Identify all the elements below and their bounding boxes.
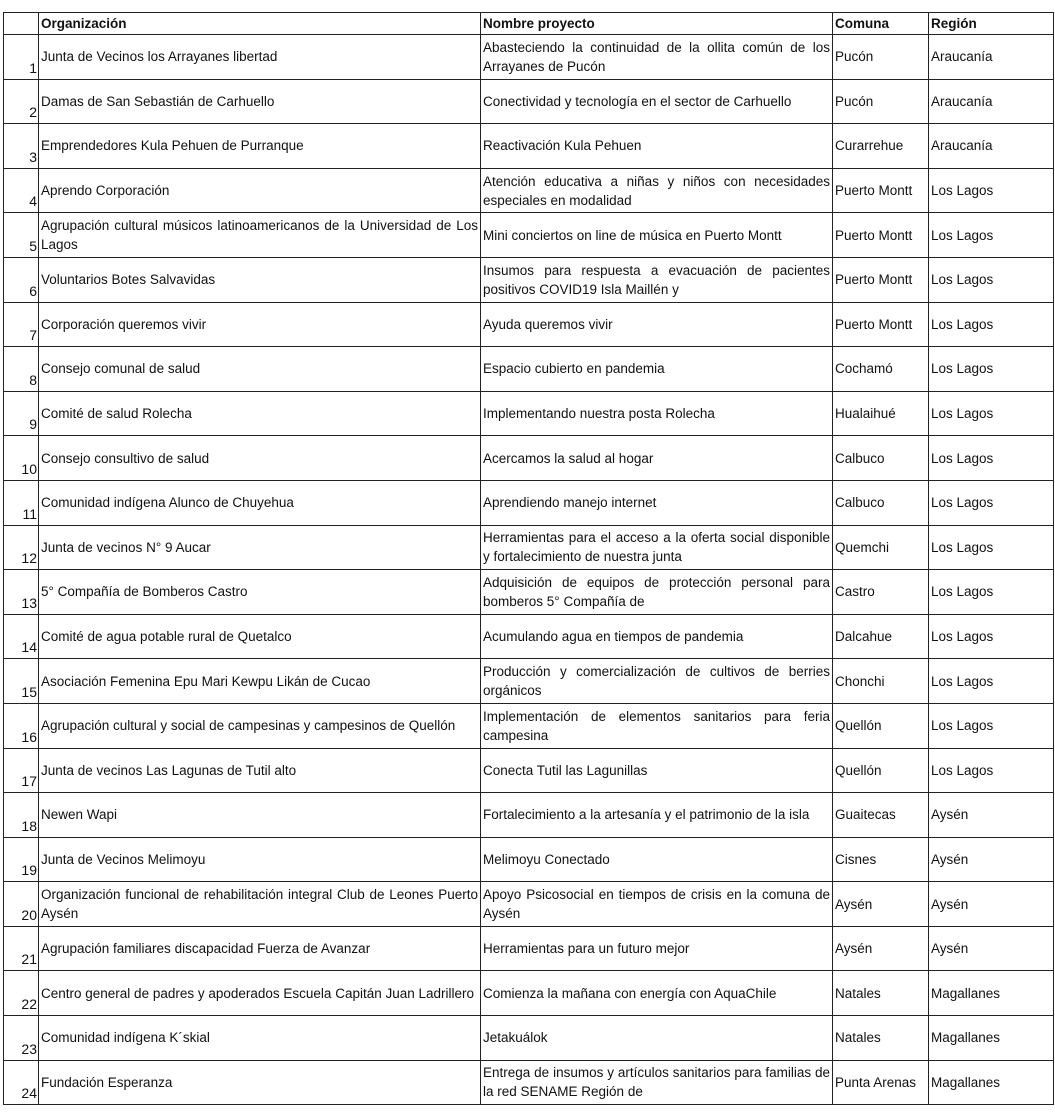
cell-comuna: [833, 882, 929, 927]
cell-organizacion-text: Consejo consultivo de salud: [41, 450, 210, 466]
row-number-text: 19: [21, 862, 37, 879]
table-row: [4, 391, 1054, 436]
cell-region-text: Magallanes: [931, 985, 1001, 1001]
cell-comuna: [833, 525, 929, 570]
cell-comuna-text: Quemchi: [835, 539, 890, 555]
row-number: [4, 347, 39, 392]
table-row: [4, 882, 1054, 927]
cell-region: [929, 302, 1054, 347]
cell-organizacion: [39, 79, 481, 124]
cell-comuna-text: Quellón: [835, 762, 882, 778]
header-number: [4, 13, 39, 35]
cell-organizacion-text: Junta de vecinos Las Lagunas de Tutil alto: [41, 762, 297, 778]
cell-proyecto: [481, 748, 833, 793]
header-proyecto: Nombre proyecto: [481, 13, 833, 35]
cell-organizacion: [39, 525, 481, 570]
cell-region: [929, 79, 1054, 124]
table-row: [4, 570, 1054, 615]
cell-comuna: [833, 570, 929, 615]
table-row: [4, 748, 1054, 793]
cell-comuna-text: Puerto Montt: [835, 227, 913, 243]
cell-region: [929, 213, 1054, 258]
cell-comuna-text: Cochamó: [835, 361, 893, 377]
cell-comuna: [833, 391, 929, 436]
table-row: [4, 480, 1054, 525]
row-number: [4, 971, 39, 1016]
cell-region-text: Los Lagos: [931, 584, 994, 600]
cell-proyecto-text: Aprendiendo manejo internet: [483, 495, 657, 511]
cell-region: [929, 748, 1054, 793]
row-number-text: 18: [21, 817, 37, 834]
cell-organizacion: [39, 124, 481, 169]
row-number-text: 17: [21, 773, 37, 790]
table-row: [4, 347, 1054, 392]
row-number: [4, 659, 39, 704]
cell-organizacion-text: Centro general de padres y apoderados Escuela Capitán Juan Ladrillero: [41, 985, 475, 1001]
cell-region: [929, 1016, 1054, 1061]
row-number-text: 20: [21, 906, 37, 923]
cell-region: [929, 347, 1054, 392]
cell-proyecto: [481, 793, 833, 838]
table-row: [4, 1060, 1054, 1105]
cell-proyecto-text: Implementando nuestra posta Rolecha: [483, 406, 715, 422]
cell-comuna-text: Pucón: [835, 49, 874, 65]
row-number-text: 12: [21, 550, 37, 567]
cell-comuna-text: Punta Arenas: [835, 1074, 917, 1090]
table-row: [4, 614, 1054, 659]
cell-comuna-text: Curarrehue: [835, 138, 904, 154]
header-region: Región: [929, 13, 1054, 35]
row-number: [4, 748, 39, 793]
row-number: [4, 926, 39, 971]
cell-organizacion-text: Consejo comunal de salud: [41, 361, 201, 377]
cell-region-text: Araucanía: [931, 93, 993, 109]
cell-proyecto-text: Mini conciertos on line de música en Puerto Montt: [483, 227, 782, 243]
cell-organizacion: [39, 1060, 481, 1105]
cell-comuna: [833, 436, 929, 481]
cell-organizacion-text: Newen Wapi: [41, 807, 118, 823]
cell-proyecto: [481, 79, 833, 124]
row-number-text: 22: [21, 996, 37, 1013]
cell-proyecto-text: Producción y comercialización de cultivos de berries orgánicos: [483, 664, 830, 699]
row-number: [4, 168, 39, 213]
cell-region: [929, 257, 1054, 302]
row-number-text: 5: [29, 237, 37, 254]
table-row: [4, 302, 1054, 347]
cell-comuna-text: Natales: [835, 1030, 881, 1046]
cell-proyecto-text: Entrega de insumos y artículos sanitarios para familias de la red SENAME Región de: [483, 1065, 830, 1100]
cell-region: [929, 703, 1054, 748]
cell-comuna-text: Castro: [835, 584, 875, 600]
cell-proyecto-text: Fortalecimiento a la artesanía y el patrimonio de la isla: [483, 807, 810, 823]
row-number: [4, 79, 39, 124]
cell-comuna: [833, 837, 929, 882]
cell-comuna: [833, 35, 929, 80]
row-number-text: 24: [21, 1085, 37, 1102]
cell-region: [929, 971, 1054, 1016]
cell-region: [929, 837, 1054, 882]
cell-proyecto-text: Ayuda queremos vivir: [483, 316, 613, 332]
cell-comuna: [833, 793, 929, 838]
row-number-text: 3: [29, 148, 37, 165]
header-organizacion: Organización: [39, 13, 481, 35]
cell-comuna-text: Quellón: [835, 718, 882, 734]
row-number-text: 10: [21, 460, 37, 477]
cell-organizacion-text: Agrupación familiares discapacidad Fuerza de Avanzar: [41, 941, 371, 957]
cell-proyecto: [481, 1016, 833, 1061]
cell-organizacion: [39, 971, 481, 1016]
table-row: [4, 971, 1054, 1016]
cell-organizacion: [39, 35, 481, 80]
table-row: [4, 436, 1054, 481]
table-row: [4, 793, 1054, 838]
cell-proyecto: [481, 436, 833, 481]
cell-region-text: Los Lagos: [931, 450, 994, 466]
cell-comuna-text: Guaitecas: [835, 807, 896, 823]
cell-proyecto: [481, 391, 833, 436]
cell-proyecto: [481, 124, 833, 169]
header-row: [4, 13, 1054, 35]
cell-proyecto: [481, 1060, 833, 1105]
cell-proyecto: [481, 614, 833, 659]
cell-organizacion: [39, 614, 481, 659]
cell-region: [929, 570, 1054, 615]
cell-proyecto-text: Atención educativa a niñas y niños con necesidades especiales en modalidad: [483, 173, 830, 208]
cell-organizacion: [39, 659, 481, 704]
cell-organizacion-text: Damas de San Sebastián de Carhuello: [41, 93, 275, 109]
cell-organizacion: [39, 748, 481, 793]
cell-organizacion-text: Organización funcional de rehabilitación integral Club de Leones Puerto Aysén: [41, 887, 478, 922]
table-row: [4, 168, 1054, 213]
cell-comuna: [833, 926, 929, 971]
cell-region-text: Araucanía: [931, 138, 993, 154]
row-number-text: 2: [29, 104, 37, 121]
cell-comuna: [833, 703, 929, 748]
table-row: [4, 213, 1054, 258]
cell-organizacion-text: Fundación Esperanza: [41, 1074, 173, 1090]
cell-region-text: Araucanía: [931, 49, 993, 65]
table-row: [4, 79, 1054, 124]
table-row: [4, 124, 1054, 169]
projects-table: [3, 12, 1054, 1105]
cell-region: [929, 926, 1054, 971]
cell-proyecto: [481, 525, 833, 570]
cell-comuna: [833, 971, 929, 1016]
cell-organizacion-text: Comunidad indígena Alunco de Chuyehua: [41, 495, 294, 511]
row-number: [4, 436, 39, 481]
cell-region: [929, 525, 1054, 570]
cell-proyecto-text: Melimoyu Conectado: [483, 851, 610, 867]
table-row: [4, 926, 1054, 971]
cell-organizacion: [39, 793, 481, 838]
row-number-text: 23: [21, 1040, 37, 1057]
cell-organizacion-text: Asociación Femenina Epu Mari Kewpu Likán de Cucao: [41, 673, 371, 689]
cell-proyecto-text: Adquisición de equipos de protección personal para bomberos 5° Compañía de: [483, 574, 830, 609]
cell-region-text: Aysén: [931, 851, 969, 867]
row-number: [4, 525, 39, 570]
row-number-text: 15: [21, 683, 37, 700]
cell-comuna: [833, 168, 929, 213]
row-number: [4, 302, 39, 347]
cell-proyecto-text: Conecta Tutil las Lagunillas: [483, 762, 648, 778]
table-row: [4, 837, 1054, 882]
cell-organizacion-text: Emprendedores Kula Pehuen de Purranque: [41, 138, 304, 154]
cell-proyecto-text: Insumos para respuesta a evacuación de pacientes positivos COVID19 Isla Maillén y: [483, 262, 830, 297]
cell-organizacion: [39, 570, 481, 615]
cell-organizacion: [39, 926, 481, 971]
row-number: [4, 391, 39, 436]
cell-region: [929, 1060, 1054, 1105]
cell-comuna: [833, 124, 929, 169]
cell-region-text: Los Lagos: [931, 406, 994, 422]
row-number-text: 13: [21, 594, 37, 611]
cell-proyecto: [481, 882, 833, 927]
row-number-text: 16: [21, 728, 37, 745]
row-number-text: 1: [29, 59, 37, 76]
cell-proyecto-text: Acumulando agua en tiempos de pandemia: [483, 629, 744, 645]
cell-region-text: Los Lagos: [931, 316, 994, 332]
cell-proyecto: [481, 570, 833, 615]
row-number: [4, 257, 39, 302]
cell-organizacion: [39, 703, 481, 748]
cell-comuna: [833, 347, 929, 392]
cell-organizacion-text: Aprendo Corporación: [41, 183, 170, 199]
row-number-text: 11: [22, 505, 37, 522]
cell-organizacion: [39, 1016, 481, 1061]
cell-organizacion: [39, 257, 481, 302]
cell-region-text: Los Lagos: [931, 227, 994, 243]
cell-organizacion: [39, 436, 481, 481]
cell-organizacion-text: Voluntarios Botes Salvavidas: [41, 272, 216, 288]
cell-proyecto-text: Reactivación Kula Pehuen: [483, 138, 642, 154]
cell-comuna: [833, 1060, 929, 1105]
cell-region: [929, 168, 1054, 213]
cell-proyecto: [481, 703, 833, 748]
cell-region-text: Los Lagos: [931, 361, 994, 377]
cell-proyecto-text: Acercamos la salud al hogar: [483, 450, 654, 466]
row-number: [4, 614, 39, 659]
cell-region-text: Los Lagos: [931, 495, 994, 511]
cell-comuna-text: Aysén: [835, 941, 873, 957]
row-number: [4, 570, 39, 615]
row-number-text: 21: [21, 951, 37, 968]
row-number: [4, 703, 39, 748]
cell-organizacion-text: Junta de Vecinos los Arrayanes libertad: [41, 49, 278, 65]
cell-proyecto: [481, 302, 833, 347]
row-number: [4, 793, 39, 838]
row-number: [4, 1016, 39, 1061]
cell-organizacion: [39, 347, 481, 392]
cell-comuna: [833, 659, 929, 704]
row-number: [4, 213, 39, 258]
cell-organizacion: [39, 480, 481, 525]
cell-proyecto-text: Comienza la mañana con energía con AquaChile: [483, 985, 777, 1001]
row-number-text: 4: [29, 193, 37, 210]
row-number-text: 7: [29, 327, 37, 344]
cell-proyecto-text: Implementación de elementos sanitarios para feria campesina: [483, 708, 830, 743]
row-number: [4, 480, 39, 525]
cell-region: [929, 793, 1054, 838]
cell-organizacion-text: Agrupación cultural y social de campesinas y campesinos de Quellón: [41, 718, 456, 734]
row-number-text: 6: [29, 282, 37, 299]
cell-comuna: [833, 302, 929, 347]
row-number: [4, 124, 39, 169]
cell-comuna-text: Calbuco: [835, 450, 885, 466]
cell-proyecto-text: Conectividad y tecnología en el sector de Carhuello: [483, 93, 792, 109]
cell-comuna: [833, 614, 929, 659]
cell-comuna-text: Puerto Montt: [835, 183, 913, 199]
cell-proyecto-text: Abasteciendo la continuidad de la ollita común de los Arrayanes de Pucón: [483, 39, 830, 74]
cell-comuna: [833, 480, 929, 525]
cell-organizacion: [39, 837, 481, 882]
cell-comuna-text: Cisnes: [835, 851, 877, 867]
table-row: [4, 35, 1054, 80]
cell-comuna-text: Natales: [835, 985, 881, 1001]
cell-region: [929, 614, 1054, 659]
cell-comuna-text: Aysén: [835, 896, 873, 912]
cell-region-text: Aysén: [931, 807, 969, 823]
table-row: [4, 525, 1054, 570]
cell-region-text: Los Lagos: [931, 183, 994, 199]
cell-organizacion: [39, 391, 481, 436]
cell-comuna-text: Dalcahue: [835, 629, 893, 645]
cell-region: [929, 35, 1054, 80]
cell-comuna-text: Calbuco: [835, 495, 885, 511]
cell-proyecto-text: Herramientas para un futuro mejor: [483, 941, 690, 957]
cell-organizacion-text: 5° Compañía de Bomberos Castro: [41, 584, 248, 600]
row-number-text: 9: [29, 416, 37, 433]
cell-organizacion-text: Corporación queremos vivir: [41, 316, 207, 332]
cell-proyecto-text: Jetakuálok: [483, 1030, 548, 1046]
cell-organizacion: [39, 168, 481, 213]
cell-proyecto: [481, 35, 833, 80]
cell-organizacion-text: Comunidad indígena K´skial: [41, 1030, 210, 1046]
cell-comuna: [833, 748, 929, 793]
cell-proyecto-text: Espacio cubierto en pandemia: [483, 361, 665, 377]
cell-organizacion: [39, 882, 481, 927]
cell-comuna-text: Chonchi: [835, 673, 885, 689]
cell-region: [929, 882, 1054, 927]
cell-organizacion-text: Junta de Vecinos Melimoyu: [41, 851, 206, 867]
cell-proyecto: [481, 971, 833, 1016]
cell-region-text: Aysén: [931, 941, 969, 957]
cell-organizacion-text: Junta de vecinos N° 9 Aucar: [41, 539, 211, 555]
cell-region-text: Magallanes: [931, 1074, 1001, 1090]
cell-region-text: Los Lagos: [931, 629, 994, 645]
cell-organizacion: [39, 213, 481, 258]
cell-organizacion: [39, 302, 481, 347]
cell-organizacion-text: Agrupación cultural músicos latinoamericanos de la Universidad de Los Lagos: [41, 218, 478, 253]
cell-region-text: Los Lagos: [931, 762, 994, 778]
cell-region-text: Los Lagos: [931, 539, 994, 555]
cell-comuna: [833, 79, 929, 124]
cell-comuna-text: Puerto Montt: [835, 316, 913, 332]
cell-region: [929, 391, 1054, 436]
row-number: [4, 1060, 39, 1105]
cell-region-text: Los Lagos: [931, 718, 994, 734]
cell-comuna-text: Pucón: [835, 93, 874, 109]
cell-proyecto-text: Apoyo Psicosocial en tiempos de crisis en la comuna de Aysén: [483, 887, 830, 922]
cell-proyecto: [481, 480, 833, 525]
cell-proyecto: [481, 257, 833, 302]
cell-comuna: [833, 213, 929, 258]
table-row: [4, 257, 1054, 302]
table-row: [4, 659, 1054, 704]
cell-comuna: [833, 1016, 929, 1061]
cell-region-text: Los Lagos: [931, 272, 994, 288]
cell-comuna: [833, 257, 929, 302]
row-number: [4, 35, 39, 80]
cell-organizacion-text: Comité de salud Rolecha: [41, 406, 192, 422]
cell-region: [929, 480, 1054, 525]
cell-region-text: Aysén: [931, 896, 969, 912]
cell-comuna-text: Hualaihué: [835, 406, 896, 422]
cell-region-text: Magallanes: [931, 1030, 1001, 1046]
table-row: [4, 703, 1054, 748]
row-number-text: 8: [29, 371, 37, 388]
row-number: [4, 837, 39, 882]
cell-region-text: Los Lagos: [931, 673, 994, 689]
cell-comuna-text: Puerto Montt: [835, 272, 913, 288]
header-comuna: Comuna: [833, 13, 929, 35]
cell-proyecto: [481, 213, 833, 258]
cell-organizacion-text: Comité de agua potable rural de Quetalco: [41, 629, 292, 645]
cell-proyecto-text: Herramientas para el acceso a la oferta social disponible y fortalecimiento de nuestra junta: [483, 530, 830, 565]
cell-region: [929, 124, 1054, 169]
cell-proyecto: [481, 168, 833, 213]
cell-proyecto: [481, 347, 833, 392]
row-number-text: 14: [21, 639, 37, 656]
row-number: [4, 882, 39, 927]
cell-proyecto: [481, 837, 833, 882]
table-row: [4, 1016, 1054, 1061]
cell-proyecto: [481, 659, 833, 704]
cell-proyecto: [481, 926, 833, 971]
cell-region: [929, 659, 1054, 704]
cell-region: [929, 436, 1054, 481]
